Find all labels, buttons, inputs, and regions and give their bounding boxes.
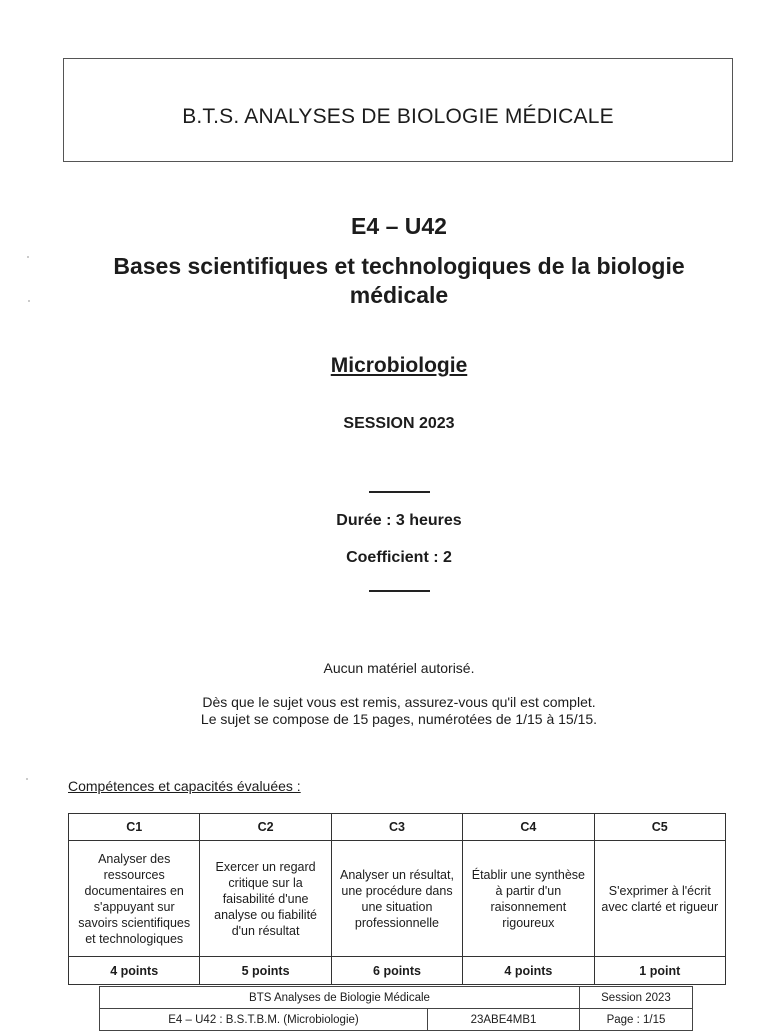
- scan-speck: [28, 300, 30, 302]
- exam-title-line-2: médicale: [349, 282, 449, 308]
- competence-id: C2: [200, 814, 331, 841]
- subject-title: Microbiologie: [330, 354, 468, 377]
- instructions: [30, 694, 768, 728]
- footer-program: BTS Analyses de Biologie Médicale: [100, 987, 580, 1009]
- scan-speck: [27, 256, 29, 258]
- competences-description-row: [69, 841, 726, 957]
- competence-id: C1: [69, 814, 200, 841]
- coefficient-label: Coefficient : 2: [346, 549, 452, 566]
- competence-points: 4 points: [69, 957, 200, 985]
- competences-heading: Compétences et capacités évaluées :: [68, 778, 301, 794]
- competence-description: Analyser un résultat, une procédure dans une situation professionnelle: [331, 841, 462, 957]
- footer-session: Session 2023: [580, 987, 693, 1009]
- instruction-line-1: Dès que le sujet vous est remis, assurez-vous qu'il est complet.: [202, 694, 596, 710]
- footer-page: Page : 1/15: [580, 1009, 693, 1031]
- divider-bottom: [369, 590, 430, 592]
- competence-points: 5 points: [200, 957, 331, 985]
- exam-title: [30, 252, 768, 310]
- competence-points: 6 points: [331, 957, 462, 985]
- competences-table: [68, 813, 726, 985]
- competence-id: C5: [594, 814, 725, 841]
- divider-top: [369, 491, 430, 493]
- header-title: B.T.S. ANALYSES DE BIOLOGIE MÉDICALE: [182, 105, 614, 128]
- competence-description: Exercer un regard critique sur la faisabilité d'une analyse ou fiabilité d'un résultat: [200, 841, 331, 957]
- competence-description: Établir une synthèse à partir d'un raisonnement rigoureux: [463, 841, 594, 957]
- competence-points: 4 points: [463, 957, 594, 985]
- competence-id: C4: [463, 814, 594, 841]
- competence-id: C3: [331, 814, 462, 841]
- exam-title-line-1: Bases scientifiques et technologiques de la biologie: [113, 253, 685, 279]
- duration-label: Durée : 3 heures: [336, 512, 462, 529]
- header-box: [63, 58, 733, 162]
- footer-unit: E4 – U42 : B.S.T.B.M. (Microbiologie): [100, 1009, 428, 1031]
- competence-points: 1 point: [594, 957, 725, 985]
- competence-description: S'exprimer à l'écrit avec clarté et rigueur: [594, 841, 725, 957]
- scan-speck: [26, 778, 28, 780]
- page-footer: [99, 986, 693, 1031]
- exam-code: E4 – U42: [351, 213, 447, 239]
- competence-description: Analyser des ressources documentaires en s'appuyant sur savoirs scientifiques et technologiques: [69, 841, 200, 957]
- instruction-line-2: Le sujet se compose de 15 pages, numérotées de 1/15 à 15/15.: [200, 711, 598, 727]
- competences-points-row: [69, 957, 726, 985]
- competences-header-row: [69, 814, 726, 841]
- session-label: SESSION 2023: [343, 415, 455, 432]
- material-notice: Aucun matériel autorisé.: [323, 660, 475, 676]
- footer-ref: 23ABE4MB1: [428, 1009, 580, 1031]
